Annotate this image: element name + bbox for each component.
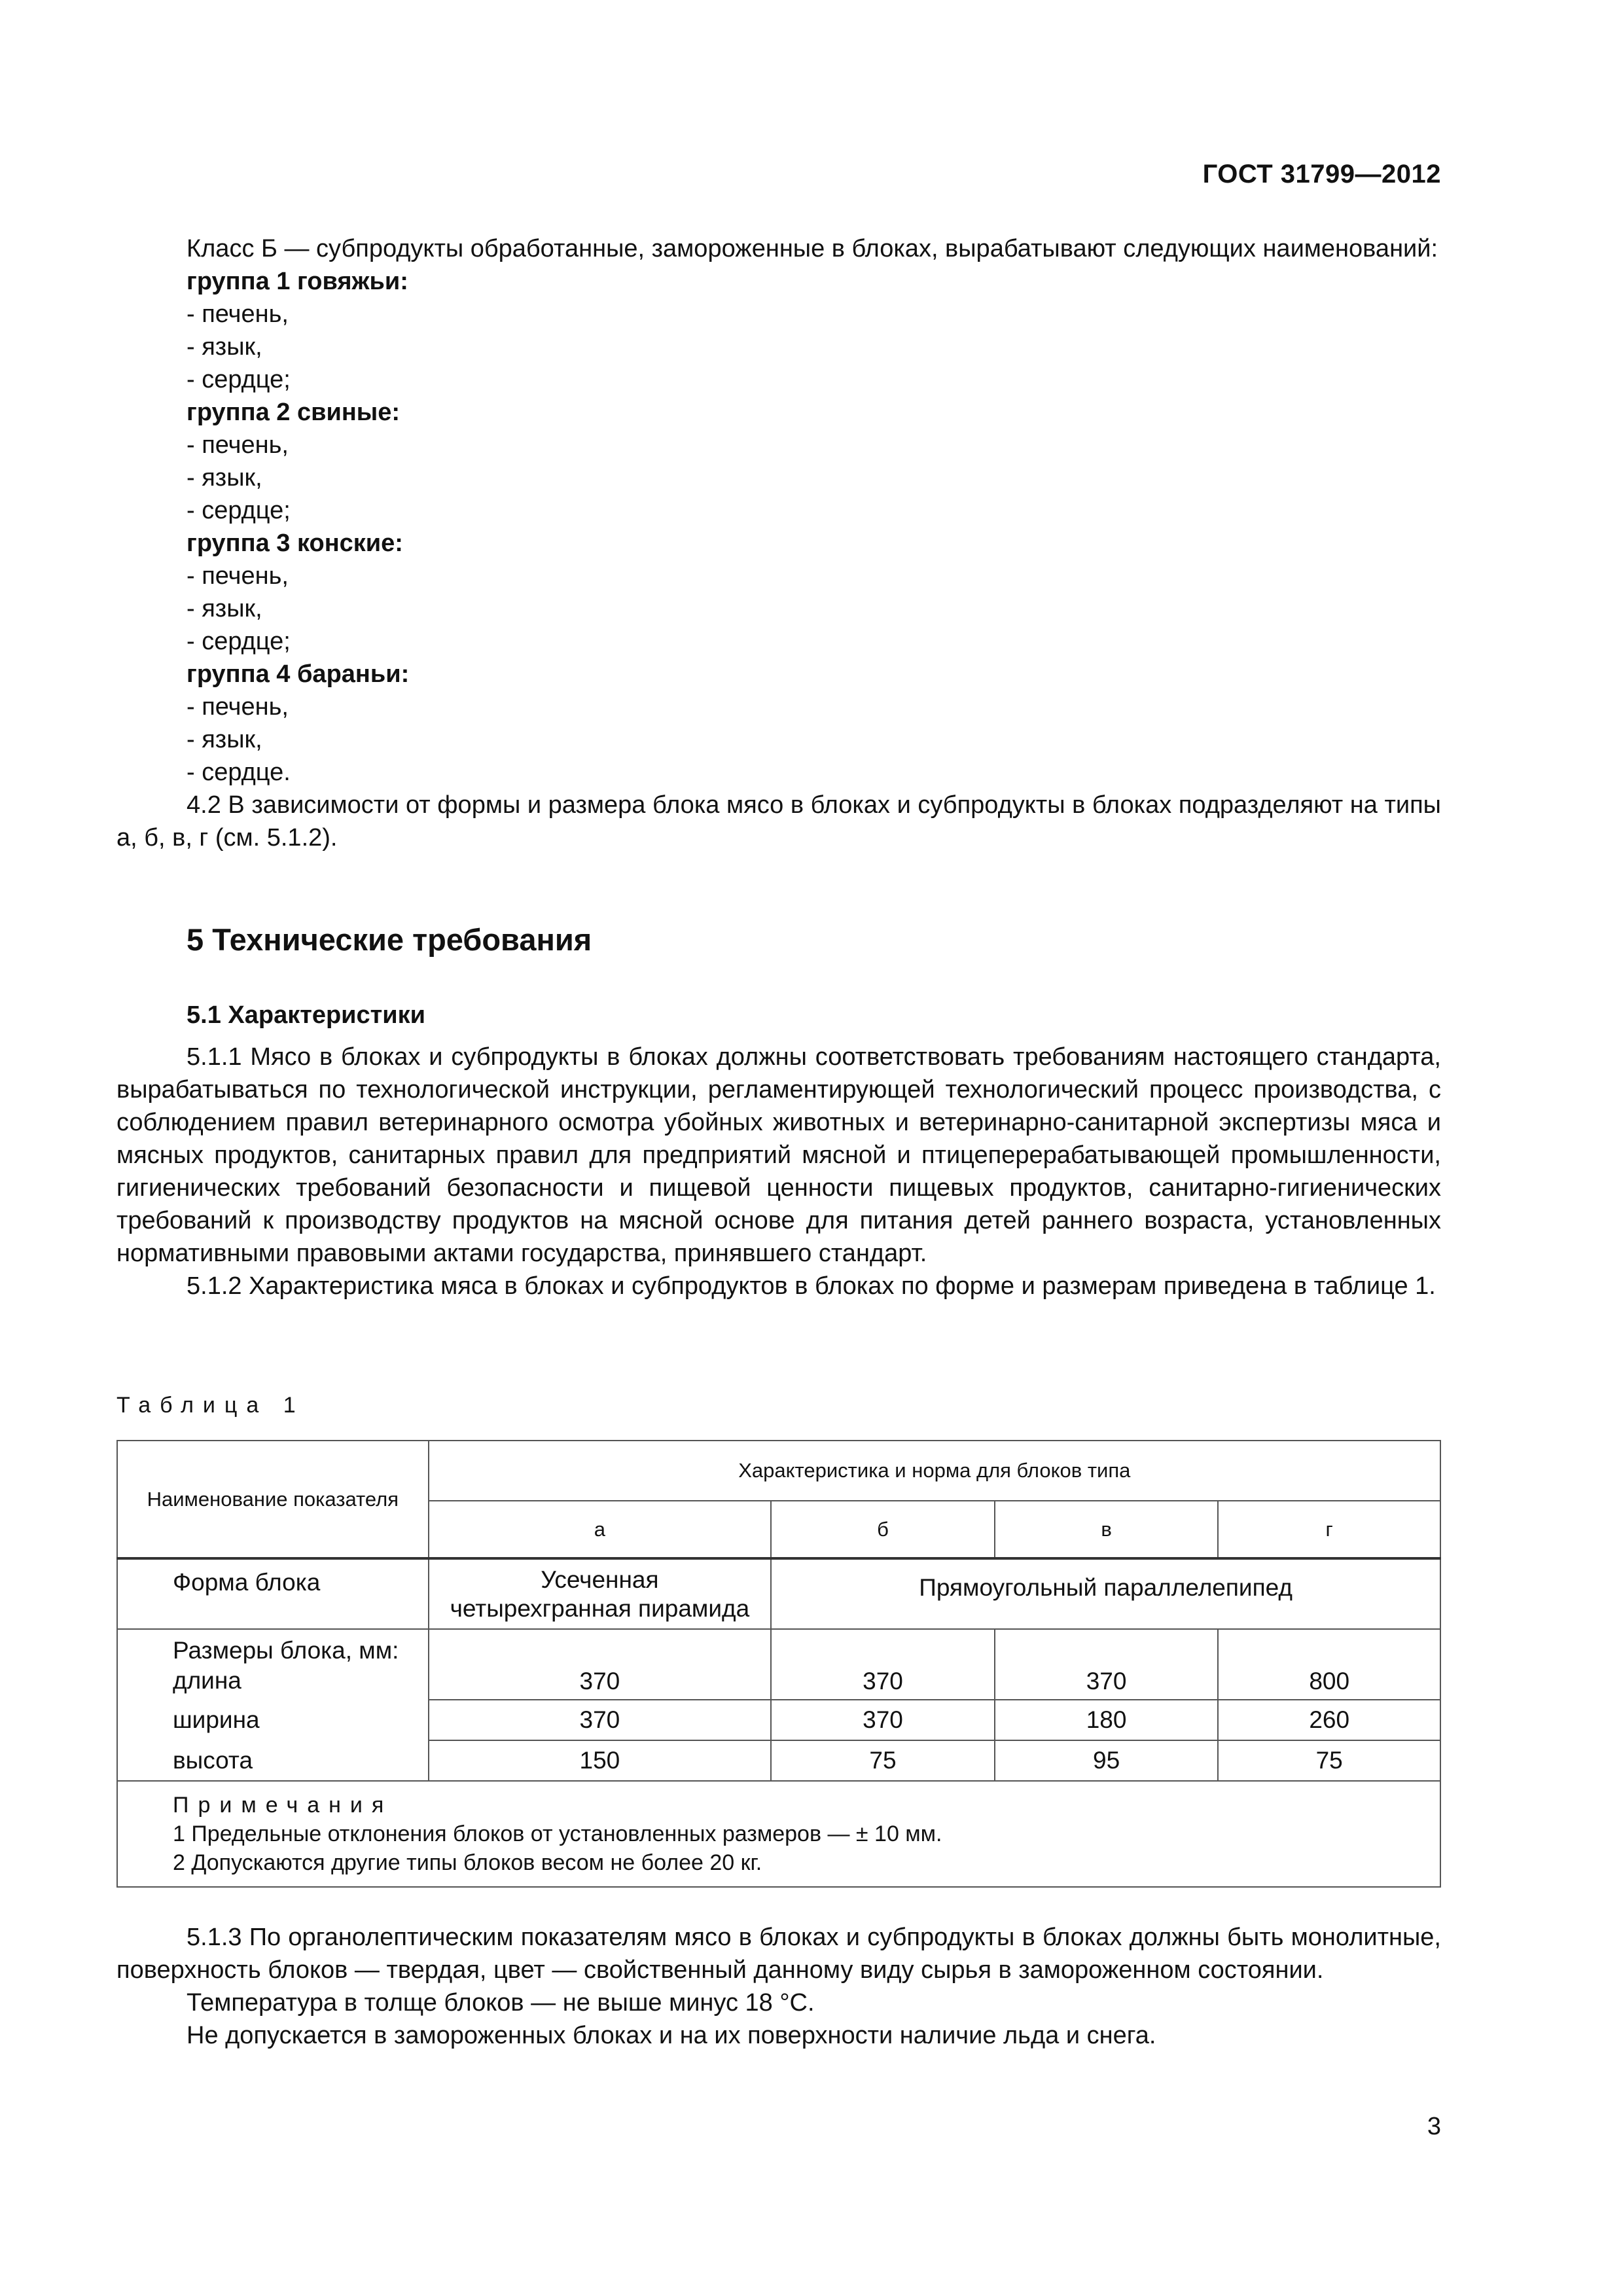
note-1: 1 Предельные отклонения блоков от установленных размеров — ± 10 мм. bbox=[173, 1821, 942, 1846]
height-a: 150 bbox=[429, 1740, 772, 1781]
width-a: 370 bbox=[429, 1700, 772, 1740]
class-b-intro: Класс Б — субпродукты обработанные, замороженные в блоках, вырабатывают следующих наименований: bbox=[187, 235, 1438, 262]
list-item: - сердце; bbox=[187, 497, 291, 524]
paragraph-5-1-2: 5.1.2 Характеристика мяса в блоках и субпродуктов в блоках по форме и размерам приведена в таблице 1. bbox=[187, 1272, 1436, 1300]
list-item: - язык, bbox=[187, 333, 262, 361]
list-item: - печень, bbox=[187, 300, 289, 328]
width-g: 260 bbox=[1218, 1700, 1440, 1740]
shape-type-a bbox=[429, 1558, 772, 1629]
section-5-title: 5 Технические требования bbox=[187, 922, 592, 957]
row-label-shape: Форма блока bbox=[117, 1558, 429, 1629]
group-title: группа 2 свиные: bbox=[187, 399, 401, 426]
row-label-length bbox=[117, 1629, 429, 1700]
length-v: 370 bbox=[995, 1629, 1219, 1700]
length-a: 370 bbox=[429, 1629, 772, 1700]
width-b: 370 bbox=[771, 1700, 995, 1740]
shape-a-line2: четырехгранная пирамида bbox=[450, 1594, 750, 1622]
header-type-b: б bbox=[771, 1501, 995, 1558]
offal-group-4 bbox=[116, 658, 1441, 789]
table-1 bbox=[116, 1440, 1441, 1888]
length-g: 800 bbox=[1218, 1629, 1440, 1700]
paragraph-ice: Не допускается в замороженных блоках и на их поверхности наличие льда и снега. bbox=[187, 2022, 1156, 2049]
subsection-5-1-title: 5.1 Характеристики bbox=[187, 1001, 426, 1029]
notes-title: Примечания bbox=[173, 1793, 393, 1818]
list-item: - сердце; bbox=[187, 366, 291, 393]
list-item: - печень, bbox=[187, 431, 289, 459]
row-label-height: высота bbox=[117, 1740, 429, 1781]
class-b-section bbox=[116, 232, 1441, 854]
paragraph-temperature: Температура в толще блоков — не выше минус 18 °С. bbox=[187, 1989, 815, 2017]
offal-group-2 bbox=[116, 396, 1441, 527]
size-label: Размеры блока, мм: bbox=[173, 1637, 399, 1664]
paragraph-5-1-1: 5.1.1 Мясо в блоках и субпродукты в блоках должны соответствовать требованиям настоящего стандарта, вырабатываться по технологической инструкции, регламентирующей технологический процесс производства, с соблюдением правил ветеринарного осмотра убойных животных и ветеринарно-санитарной экспертизы мяса и мясных продуктов, санитарных правил для предприятий мясной и птицеперерабатывающей промышленности, гигиенических требований безопасности и пищевой ценности пищевых продуктов, санитарно-гигиенических требований к производству продуктов на мясной основе для питания детей раннего возраста, установленных нормативными правовыми актами государства, принявшего стандарт. bbox=[116, 1043, 1441, 1267]
group-title: группа 4 бараньи: bbox=[187, 660, 410, 688]
paragraph-5-1-3: 5.1.3 По органолептическим показателям мясо в блоках и субпродукты в блоках должны быть монолитные, поверхность блоков — твердая, цвет — свойственный данному виду сырья в замороженном состоянии. bbox=[116, 1924, 1441, 1984]
list-item: - сердце; bbox=[187, 628, 291, 655]
paragraph-4-2: 4.2 В зависимости от формы и размера блока мясо в блоках и субпродукты в блоках подразделяют на типы а, б, в, г (см. 5.1.2). bbox=[116, 791, 1441, 852]
note-2: 2 Допускаются другие типы блоков весом не более 20 кг. bbox=[173, 1850, 762, 1875]
page-number: 3 bbox=[1427, 2113, 1441, 2140]
group-title: группа 3 конские: bbox=[187, 529, 403, 557]
height-v: 95 bbox=[995, 1740, 1219, 1781]
length-b: 370 bbox=[771, 1629, 995, 1700]
document-id: ГОСТ 31799—2012 bbox=[1202, 160, 1441, 188]
header-block-types: Характеристика и норма для блоков типа bbox=[429, 1441, 1440, 1501]
group-title: группа 1 говяжьи: bbox=[187, 268, 408, 295]
list-item: - печень, bbox=[187, 562, 289, 590]
header-type-g: г bbox=[1218, 1501, 1440, 1558]
header-type-v: в bbox=[995, 1501, 1219, 1558]
offal-group-3 bbox=[116, 527, 1441, 658]
table-caption: Таблица 1 bbox=[116, 1393, 305, 1418]
list-item: - язык, bbox=[187, 726, 262, 753]
height-g: 75 bbox=[1218, 1740, 1440, 1781]
shape-types-bvg: Прямоугольный параллелепипед bbox=[771, 1558, 1440, 1629]
height-b: 75 bbox=[771, 1740, 995, 1781]
row-label-width: ширина bbox=[117, 1700, 429, 1740]
list-item: - язык, bbox=[187, 464, 262, 492]
list-item: - сердце. bbox=[187, 759, 291, 786]
offal-group-1 bbox=[116, 265, 1441, 396]
header-type-a: а bbox=[429, 1501, 772, 1558]
width-v: 180 bbox=[995, 1700, 1219, 1740]
length-label: длина bbox=[173, 1667, 241, 1694]
list-item: - язык, bbox=[187, 595, 262, 622]
section-5-1-body bbox=[116, 1041, 1441, 1302]
document-page bbox=[116, 0, 1441, 2296]
table-notes bbox=[117, 1781, 1440, 1887]
shape-a-line1: Усеченная bbox=[541, 1566, 659, 1593]
section-5-1-3 bbox=[116, 1921, 1441, 2052]
header-indicator: Наименование показателя bbox=[117, 1441, 429, 1558]
list-item: - печень, bbox=[187, 693, 289, 721]
